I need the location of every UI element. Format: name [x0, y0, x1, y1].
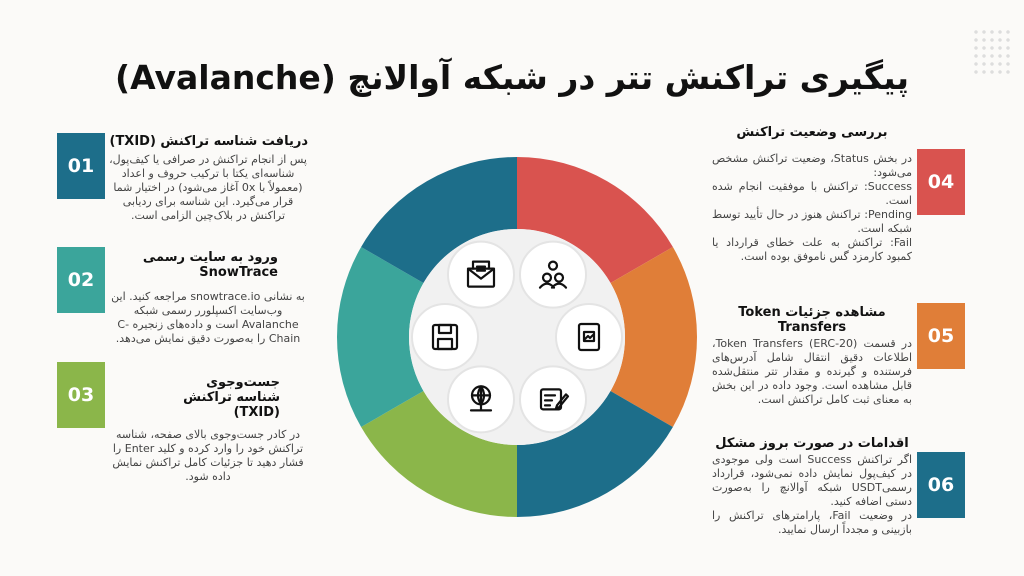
- step-title: جست‌وجوی شناسه تراکنش (TXID): [183, 375, 280, 420]
- step-number-03: 03: [57, 362, 105, 428]
- step-number-05: 05: [917, 303, 965, 369]
- step-text: در قسمت Token Transfers (ERC-20)، اطلاعات دقیق انتقال شامل آدرس‌های فرستنده و گیرنده و مقدار تتر منتقل‌شده قابل مشاهده است. وجود داده در این بخش به معنای ثبت کامل تراکنش است.: [712, 337, 912, 406]
- step-02: [108, 250, 308, 346]
- step-text: در کادر جست‌وجوی بالای صفحه، شناسه تراکنش خود را وارد کرده و کلید Enter را فشار دهید تا جزئیات کامل تراکنش نمایش داده شود.: [112, 428, 304, 483]
- team-icon: [520, 242, 586, 308]
- step-06: [712, 436, 912, 537]
- step-number-02: 02: [57, 247, 105, 313]
- step-text: به نشانی snowtrace.io مراجعه کنید. این وب‌سایت اکسپلورر رسمی شبکه Avalanche است و داده‌های زنجیره C-Chain را به‌صورت دقیق نمایش می‌دهد.: [111, 290, 305, 345]
- step-title: بررسی وضعیت تراکنش: [736, 125, 888, 140]
- envelope-icon: [448, 242, 514, 308]
- step-03: [108, 375, 308, 484]
- step-title: اقدامات در صورت بروز مشکل: [715, 436, 909, 451]
- step-01: [108, 134, 308, 223]
- step-title: مشاهده جزئیات Token Transfers: [738, 305, 886, 335]
- network-globe-icon: [448, 366, 514, 432]
- page-title: پیگیری تراکنش تتر در شبکه آوالانچ (Avalanche): [115, 58, 909, 97]
- step-number-01: 01: [57, 133, 105, 199]
- step-text: اگر تراکنش Success است ولی موجودی در کیف‌پول نمایش داده نمی‌شود، قرارداد رسمیUSDT شبکه آوالانچ را به‌صورت دستی اضافه کنید. در وضعیت Fail، پارامترهای تراکنش را بازبینی و مجدداً ارسال نمایید.: [712, 453, 912, 536]
- floppy-disk-icon: [412, 304, 478, 370]
- step-05: [712, 305, 912, 407]
- step-04: [712, 125, 912, 264]
- step-title: دریافت شناسه تراکنش (TXID): [109, 134, 308, 149]
- step-text: در بخش Status، وضعیت تراکنش مشخص می‌شود: Success: تراکنش با موفقیت انجام شده است. Pending: تراکنش هنوز در حال تأیید توسط شبکه است. Fail: تراکنش به علت خطای قرارداد یا کمبود کارمزد گس ناموفق بوده است.: [712, 152, 912, 263]
- step-text: پس از انجام تراکنش در صرافی یا کیف‌پول، شناسه‌ای یکتا با ترکیب حروف و اعداد (معمولاً با 0x آغاز می‌شود) در اختیار شما قرار می‌گیرد. این شناسه برای ردیابی تراکنش در بلاک‌چین الزامی است.: [109, 153, 307, 222]
- report-icon: [556, 304, 622, 370]
- edit-form-icon: [520, 366, 586, 432]
- step-number-04: 04: [917, 149, 965, 215]
- step-title: ورود به سایت رسمی SnowTrace: [142, 250, 278, 280]
- step-number-06: 06: [917, 452, 965, 518]
